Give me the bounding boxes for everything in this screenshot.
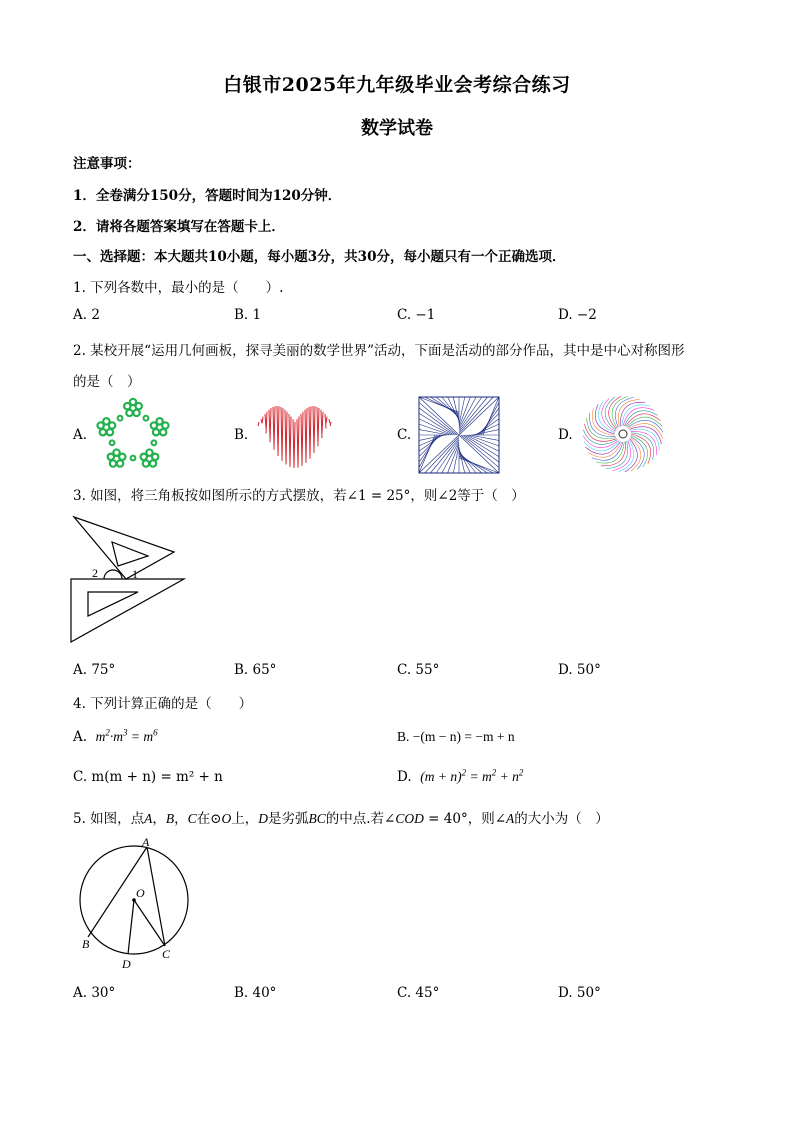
q5-label-b: B [82,937,90,951]
question-4-stem: 4. 下列计算正确的是（ ） [73,696,253,712]
q5-label-a: A [142,835,150,849]
question-2-stem-line1: 2. 某校开展“运用几何画板，探寻美丽的数学世界”活动，下面是活动的部分作品，其中是中心对称图形 [73,343,685,359]
q4-option-d-expr: $(m + n)^2 = m^2 + n^2$ [420,767,524,784]
q1-option-c: C. −1 [397,307,436,323]
q5-figure-circle [70,834,200,974]
q4-option-d: D. $(m + n)^2 = m^2 + n^2$ [397,767,524,785]
q3-option-b: B. 65° [234,662,277,678]
q4-option-c: C. m(m + n) = m² + n [73,769,223,785]
q1-option-a: A. 2 [73,307,100,323]
section-heading: 一、选择题：本大题共10小题，每小题3分，共30分，每小题只有一个正确选项． [73,249,566,265]
q4-option-a-expr: $m^2\cdot m^3 = m^6$ [95,727,158,744]
q5-label-d: D [122,957,131,971]
q5-option-a: A. 30° [73,985,116,1001]
q3-option-d: D. 50° [558,662,601,678]
q2-figure-a-pentagon-rings [88,396,178,476]
question-1-stem: 1. 下列各数中，最小的是（ ）. [73,280,284,296]
q5-option-b: B. 40° [234,985,277,1001]
q3-label-angle-1: 1 [132,567,138,581]
q2-figure-b-heart [255,398,335,472]
q1-option-b: B. 1 [234,307,262,323]
q2-option-b-label: B. [234,427,249,443]
q1-option-d: D. −2 [558,307,597,323]
q5-option-d: D. 50° [558,985,601,1001]
q3-figure-triangle-rulers [66,512,196,648]
q4-option-b: B. −(m − n) = −m + n [397,729,515,744]
exam-title: 白银市2025年九年级毕业会考综合练习 [223,74,571,96]
q2-option-c-label: C. [397,427,412,443]
notice-item-1: 1．全卷满分150分，答题时间为120分钟． [73,188,342,204]
q2-figure-c-square-swirl [418,396,500,474]
q2-figure-d-flower [578,393,668,475]
q3-label-angle-2: 2 [92,566,98,580]
q5-label-o: O [136,886,145,900]
exam-subtitle: 数学试卷 [361,118,433,139]
q3-option-a: A. 75° [73,662,116,678]
question-2-stem-line2: 的是（ ） [73,374,141,390]
q3-option-c: C. 55° [397,662,440,678]
question-3-stem: 3. 如图，将三角板按如图所示的方式摆放，若∠1 = 25°，则∠2等于（ ） [73,488,525,504]
notice-heading: 注意事项： [73,156,141,172]
q2-option-a-label: A. [73,427,88,443]
question-5-stem: 5. 如图，点A，B，C在⊙O上，D是劣弧BC的中点.若∠COD = 40°，则∠A的大小为（ ） [73,811,609,827]
q5-label-c: C [162,947,171,961]
q2-option-d-label: D. [558,427,573,443]
q4-option-a: A. $m^2\cdot m^3 = m^6$ [73,727,158,745]
q5-option-c: C. 45° [397,985,440,1001]
notice-item-2: 2．请将各题答案填写在答题卡上． [73,219,285,235]
